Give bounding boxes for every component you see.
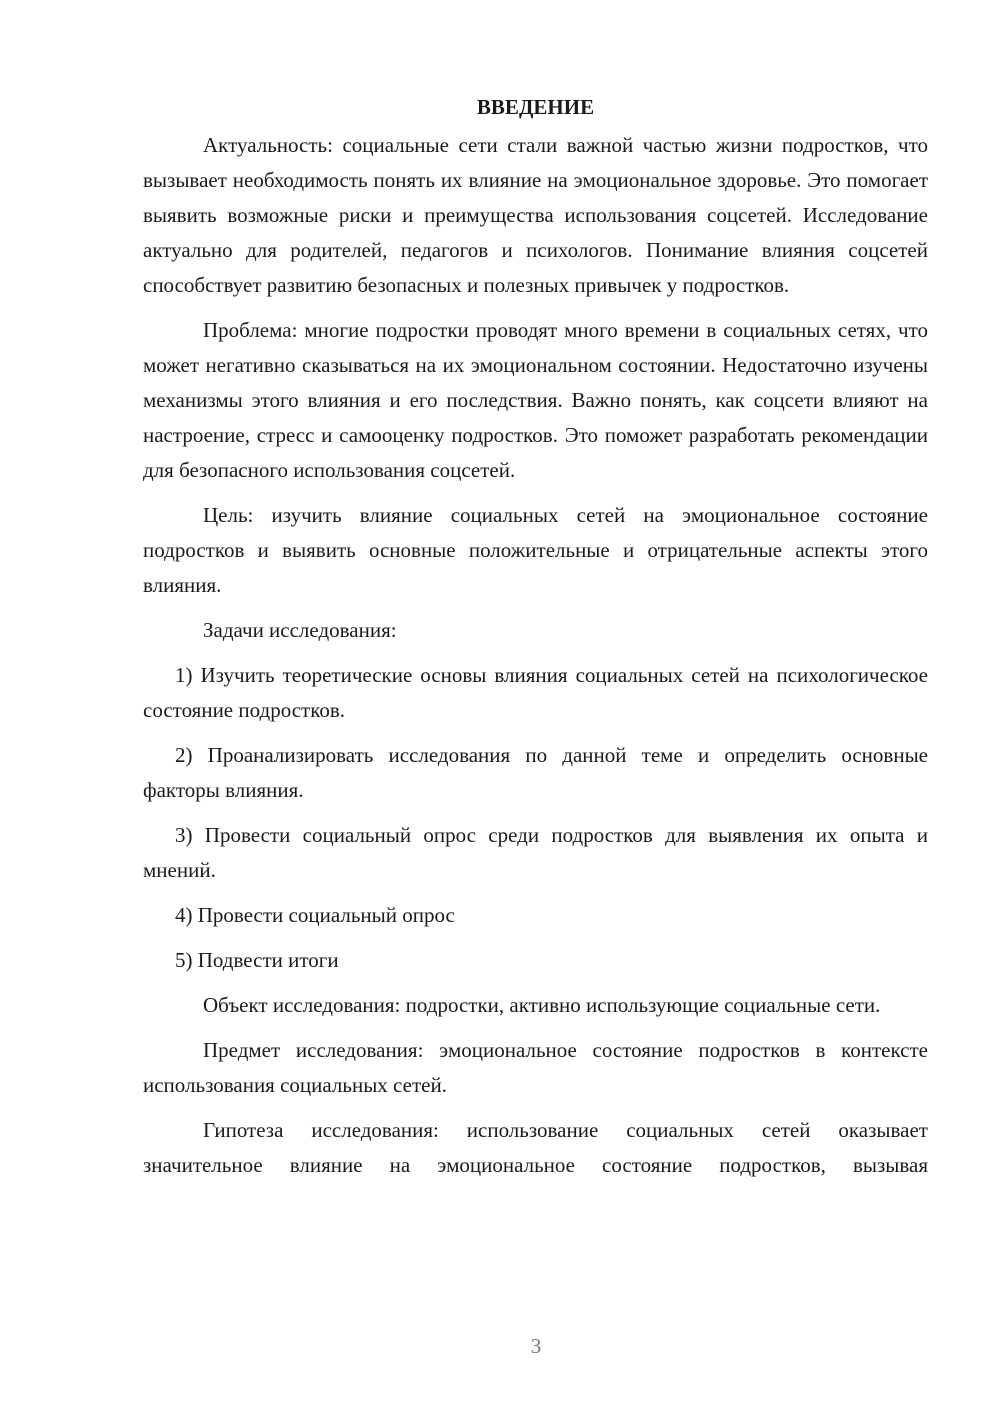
- task-item-3: 3) Провести социальный опрос среди подростков для выявления их опыта и мнений.: [143, 823, 928, 882]
- page-content: [143, 90, 928, 1193]
- page-number: 3: [530, 1334, 542, 1358]
- paragraph-hypothesis: Гипотеза исследования: использование социальных сетей оказывает значительное влияние на эмоциональное состояние подростков, вызывая: [143, 1118, 928, 1177]
- page-title: ВВЕДЕНИЕ: [476, 95, 595, 119]
- paragraph-object: Объект исследования: подростки, активно использующие социальные сети.: [203, 993, 881, 1017]
- paragraph-subject: Предмет исследования: эмоциональное состояние подростков в контексте использования социальных сетей.: [143, 1038, 928, 1097]
- task-item-1: 1) Изучить теоретические основы влияния социальных сетей на психологическое состояние подростков.: [143, 663, 928, 722]
- task-item-2: 2) Проанализировать исследования по данной теме и определить основные факторы влияния.: [143, 743, 928, 802]
- paragraph-goal: Цель: изучить влияние социальных сетей на эмоциональное состояние подростков и выявить основные положительные и отрицательные аспекты этого влияния.: [143, 503, 928, 597]
- task-item-4: 4) Провести социальный опрос: [175, 903, 455, 927]
- tasks-heading: Задачи исследования:: [203, 618, 397, 642]
- paragraph-relevance: Актуальность: социальные сети стали важной частью жизни подростков, что вызывает необходимость понять их влияние на эмоциональное здоровье. Это помогает выявить возможные риски и преимущества использования соцсетей. Исследование актуально для родителей, педагогов и психологов. Понимание влияния соцсетей способствует развитию безопасных и полезных привычек у подростков.: [143, 133, 928, 297]
- paragraph-problem: Проблема: многие подростки проводят много времени в социальных сетях, что может негативно сказываться на их эмоциональном состоянии. Недостаточно изучены механизмы этого влияния и его последствия. Важно понять, как соцсети влияют на настроение, стресс и самооценку подростков. Это поможет разработать рекомендации для безопасного использования соцсетей.: [143, 318, 928, 482]
- task-item-5: 5) Подвести итоги: [175, 948, 339, 972]
